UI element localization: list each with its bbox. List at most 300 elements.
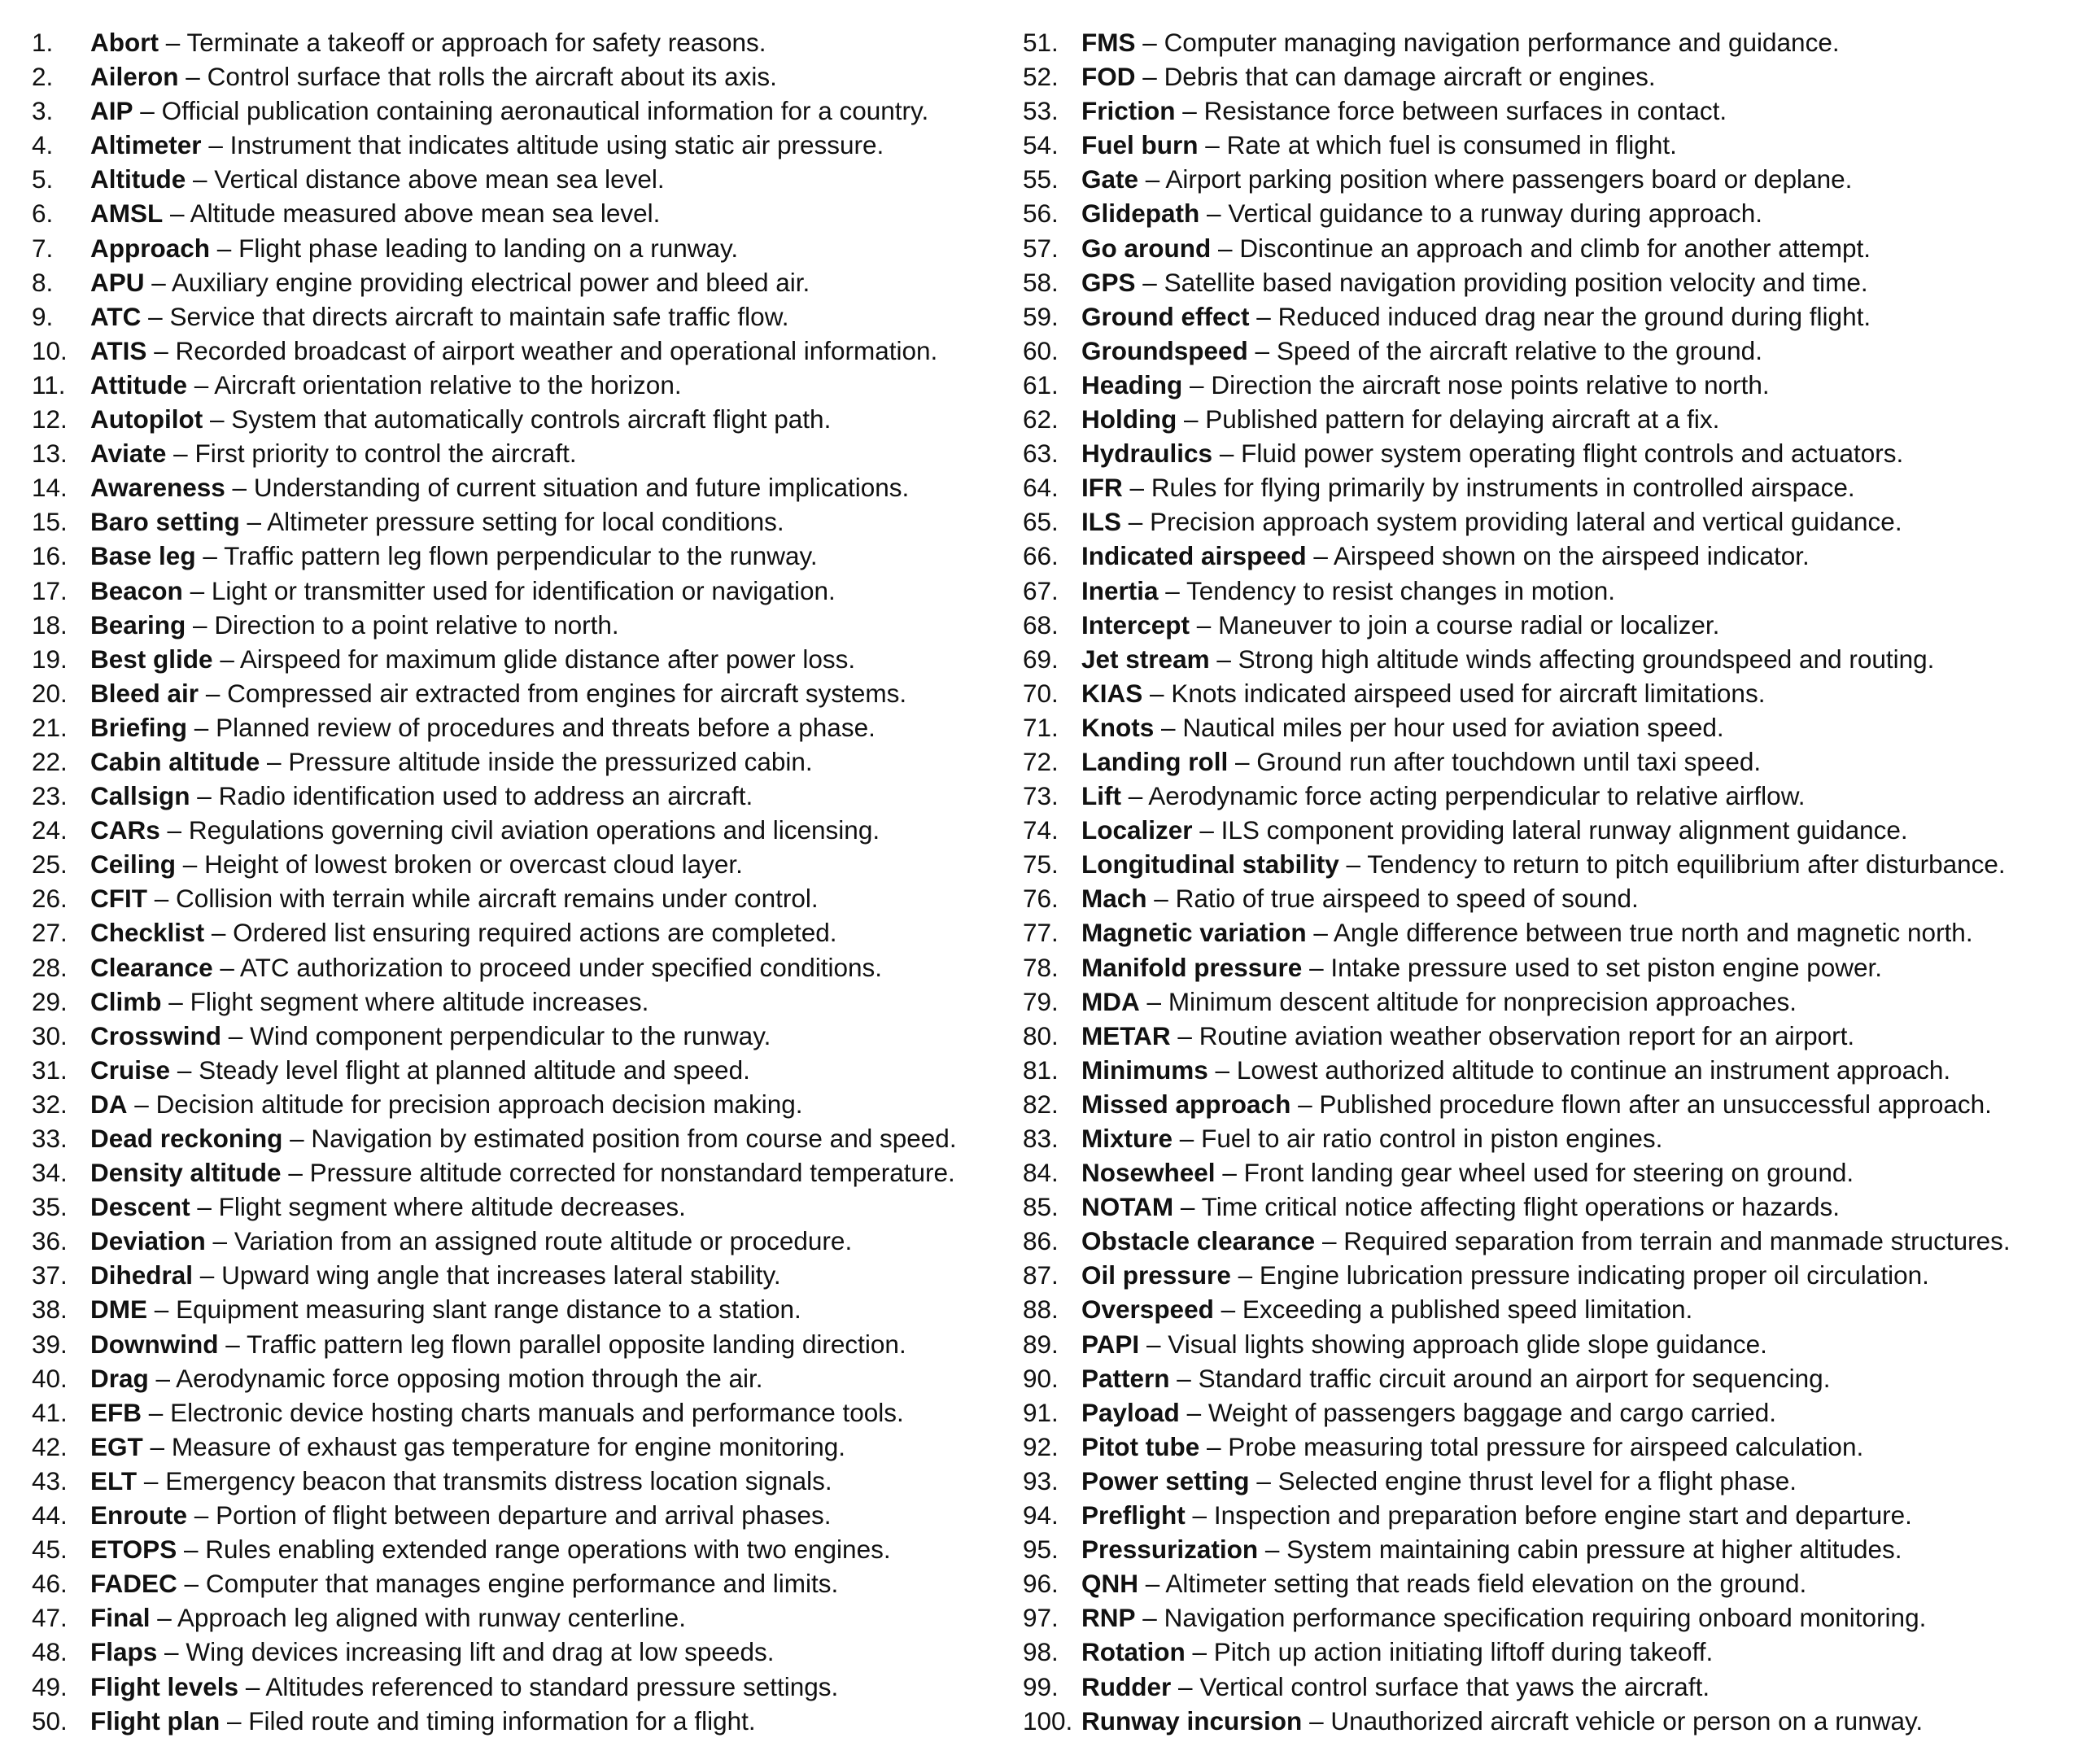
entry-number: 19. xyxy=(32,644,68,674)
entry-separator: – xyxy=(148,301,163,331)
entry-number: 70. xyxy=(1023,678,1059,708)
entry-definition: Angle difference between true north and magnetic north. xyxy=(1333,918,1973,948)
entry-number: 18. xyxy=(32,609,68,640)
entry-term: DME xyxy=(90,1295,147,1325)
entry-term: Pattern xyxy=(1081,1363,1170,1393)
entry-definition: Auxiliary engine providing electrical power and bleed air. xyxy=(171,267,810,297)
entry-definition: Vertical guidance to a runway during approach. xyxy=(1228,199,1762,229)
glossary-entry xyxy=(32,1053,1008,1087)
entry-separator: – xyxy=(148,1397,164,1427)
glossary-entry xyxy=(32,1566,1008,1600)
entry-separator: – xyxy=(157,1603,172,1633)
entry-term: FADEC xyxy=(90,1569,177,1599)
entry-definition: Time critical notice affecting flight operations or hazards. xyxy=(1201,1192,1841,1222)
entry-separator: – xyxy=(1256,301,1271,331)
entry-definition: Inspection and preparation before engine start and departure. xyxy=(1213,1500,1912,1530)
entry-number: 90. xyxy=(1023,1363,1059,1393)
entry-definition: Terminate a takeoff or approach for safety reasons. xyxy=(186,28,766,57)
entry-separator: – xyxy=(203,541,217,571)
entry-number: 45. xyxy=(32,1535,68,1565)
entry-definition: First priority to control the aircraft. xyxy=(194,439,577,469)
entry-number: 22. xyxy=(32,746,68,776)
entry-term: Density altitude xyxy=(90,1158,282,1188)
entry-separator: – xyxy=(197,1192,212,1222)
entry-definition: Regulations governing civil aviation operations and licensing. xyxy=(188,815,880,845)
glossary-entry xyxy=(32,642,1008,676)
entry-definition: Flight phase leading to landing on a runway. xyxy=(238,233,739,263)
entry-definition: Lowest authorized altitude to continue an instrument approach. xyxy=(1236,1054,1951,1085)
entry-number: 98. xyxy=(1023,1637,1059,1667)
entry-term: CFIT xyxy=(90,884,147,914)
entry-separator: – xyxy=(1142,62,1157,92)
entry-term: Intercept xyxy=(1081,609,1190,640)
entry-definition: Rules for flying primarily by instruments in controlled airspace. xyxy=(1151,473,1855,503)
glossary-entry xyxy=(1023,231,2081,265)
entry-separator: – xyxy=(247,507,262,537)
entry-definition: Airspeed for maximum glide distance after power loss. xyxy=(239,644,856,674)
entry-number: 72. xyxy=(1023,746,1059,776)
entry-term: Callsign xyxy=(90,781,190,811)
entry-term: Briefing xyxy=(90,712,188,742)
entry-separator: – xyxy=(177,1054,192,1085)
entry-number: 49. xyxy=(32,1671,68,1701)
entry-number: 9. xyxy=(32,301,54,331)
glossary-entry xyxy=(32,881,1008,915)
entry-number: 71. xyxy=(1023,712,1059,742)
entry-separator: – xyxy=(225,1329,240,1359)
entry-definition: Vertical distance above mean sea level. xyxy=(214,164,665,194)
entry-definition: Altimeter setting that reads field elevation on the ground. xyxy=(1165,1569,1807,1599)
entry-number: 35. xyxy=(32,1192,68,1222)
entry-number: 51. xyxy=(1023,28,1059,57)
entry-separator: – xyxy=(199,1260,215,1290)
entry-number: 67. xyxy=(1023,575,1059,605)
glossary-entry xyxy=(1023,1635,2081,1669)
glossary-entry xyxy=(32,299,1008,334)
entry-definition: Portion of flight between departure and arrival phases. xyxy=(216,1500,832,1530)
entry-definition: Emergency beacon that transmits distress location signals. xyxy=(165,1465,832,1495)
glossary-entry xyxy=(32,779,1008,813)
entry-term: Cruise xyxy=(90,1054,171,1085)
entry-separator: – xyxy=(1177,1363,1191,1393)
entry-term: Mach xyxy=(1081,884,1147,914)
entry-number: 88. xyxy=(1023,1295,1059,1325)
entry-definition: Planned review of procedures and threats before a phase. xyxy=(216,712,876,742)
entry-number: 5. xyxy=(32,164,54,194)
entry-definition: Direction to a point relative to north. xyxy=(214,609,619,640)
entry-number: 63. xyxy=(1023,439,1059,469)
entry-term: FMS xyxy=(1081,28,1136,57)
glossary-entry xyxy=(1023,779,2081,813)
entry-separator: – xyxy=(1219,439,1234,469)
glossary-entry xyxy=(1023,436,2081,470)
entry-number: 34. xyxy=(32,1158,68,1188)
entry-separator: – xyxy=(164,1637,179,1667)
entry-definition: Nautical miles per hour used for aviation speed. xyxy=(1182,712,1724,742)
entry-separator: – xyxy=(288,1158,303,1188)
entry-number: 58. xyxy=(1023,267,1059,297)
entry-number: 33. xyxy=(32,1124,68,1153)
entry-definition: Ordered list ensuring required actions are completed. xyxy=(233,918,837,948)
glossary-entry xyxy=(32,504,1008,539)
entry-term: Glidepath xyxy=(1081,199,1200,229)
entry-number: 46. xyxy=(32,1569,68,1599)
entry-definition: Intake pressure used to set piston engine power. xyxy=(1330,952,1883,982)
entry-term: Bearing xyxy=(90,609,186,640)
entry-definition: Airport parking position where passengers board or deplane. xyxy=(1165,164,1853,194)
entry-number: 65. xyxy=(1023,507,1059,537)
entry-term: Localizer xyxy=(1081,815,1193,845)
glossary-entry xyxy=(32,744,1008,779)
entry-definition: Minimum descent altitude for nonprecision approaches. xyxy=(1168,986,1797,1016)
entry-definition: Ratio of true airspeed to speed of sound. xyxy=(1175,884,1639,914)
entry-definition: Light or transmitter used for identification or navigation. xyxy=(211,575,836,605)
entry-definition: Probe measuring total pressure for airspeed calculation. xyxy=(1228,1431,1864,1461)
glossary-entry xyxy=(1023,574,2081,608)
entry-separator: – xyxy=(1313,918,1328,948)
glossary-entry xyxy=(32,1087,1008,1121)
entry-definition: Tendency to resist changes in motion. xyxy=(1186,575,1616,605)
entry-number: 74. xyxy=(1023,815,1059,845)
entry-separator: – xyxy=(1313,541,1328,571)
entry-term: Crosswind xyxy=(90,1020,222,1050)
glossary-entry xyxy=(1023,1155,2081,1190)
glossary-entry xyxy=(32,1395,1008,1430)
entry-definition: Debris that can damage aircraft or engines. xyxy=(1164,62,1656,92)
entry-number: 68. xyxy=(1023,609,1059,640)
glossary-entry xyxy=(32,847,1008,881)
glossary-entry xyxy=(1023,94,2081,128)
entry-separator: – xyxy=(1309,1705,1324,1736)
entry-number: 40. xyxy=(32,1363,68,1393)
entry-term: Mixture xyxy=(1081,1124,1173,1153)
entry-term: ATIS xyxy=(90,335,147,365)
entry-separator: – xyxy=(208,130,223,160)
entry-number: 89. xyxy=(1023,1329,1059,1359)
entry-definition: Tendency to return to pitch equilibrium after disturbance. xyxy=(1367,849,2006,880)
entry-term: Autopilot xyxy=(90,404,203,434)
glossary-entry xyxy=(32,1190,1008,1224)
entry-number: 30. xyxy=(32,1020,68,1050)
entry-number: 10. xyxy=(32,335,68,365)
entry-definition: Knots indicated airspeed used for aircraft limitations. xyxy=(1171,678,1766,708)
entry-definition: Flight segment where altitude increases. xyxy=(190,986,649,1016)
entry-definition: Altitudes referenced to standard pressure settings. xyxy=(265,1671,839,1701)
entry-term: Best glide xyxy=(90,644,213,674)
glossary-entry xyxy=(32,1498,1008,1532)
glossary-entry xyxy=(1023,1224,2081,1258)
entry-number: 93. xyxy=(1023,1465,1059,1495)
entry-term: Obstacle clearance xyxy=(1081,1226,1316,1256)
glossary-entry xyxy=(1023,334,2081,368)
entry-number: 29. xyxy=(32,986,68,1016)
glossary-entry xyxy=(32,59,1008,94)
entry-separator: – xyxy=(190,575,205,605)
entry-term: Indicated airspeed xyxy=(1081,541,1307,571)
entry-term: Oil pressure xyxy=(1081,1260,1231,1290)
entry-number: 55. xyxy=(1023,164,1059,194)
entry-separator: – xyxy=(1321,1226,1337,1256)
entry-separator: – xyxy=(1309,952,1324,982)
entry-definition: Wing devices increasing lift and drag at low speeds. xyxy=(186,1637,775,1667)
entry-number: 64. xyxy=(1023,473,1059,503)
entry-term: Heading xyxy=(1081,369,1183,400)
entry-term: Awareness xyxy=(90,473,225,503)
entry-definition: Vertical control surface that yaws the aircraft. xyxy=(1199,1671,1710,1701)
entry-term: Ground effect xyxy=(1081,301,1250,331)
entry-number: 60. xyxy=(1023,335,1059,365)
entry-separator: – xyxy=(193,164,207,194)
entry-term: QNH xyxy=(1081,1569,1138,1599)
entry-definition: Exceeding a published speed limitation. xyxy=(1242,1295,1693,1325)
entry-number: 87. xyxy=(1023,1260,1059,1290)
entry-term: Enroute xyxy=(90,1500,188,1530)
entry-separator: – xyxy=(1165,575,1180,605)
entry-definition: System that automatically controls aircraft flight path. xyxy=(231,404,832,434)
glossary-entry xyxy=(1023,1361,2081,1395)
entry-term: Abort xyxy=(90,28,159,57)
entry-separator: – xyxy=(143,1465,159,1495)
glossary-entry xyxy=(1023,1704,2081,1738)
entry-term: GPS xyxy=(1081,267,1136,297)
entry-separator: – xyxy=(1180,1192,1195,1222)
glossary-entry xyxy=(1023,1121,2081,1155)
entry-separator: – xyxy=(1128,781,1143,811)
glossary-entry xyxy=(32,1224,1008,1258)
entry-term: Descent xyxy=(90,1192,190,1222)
entry-number: 27. xyxy=(32,918,68,948)
glossary-entry xyxy=(1023,813,2081,847)
entry-definition: Unauthorized aircraft vehicle or person on a runway. xyxy=(1330,1705,1924,1736)
entry-separator: – xyxy=(227,1705,242,1736)
entry-term: Rotation xyxy=(1081,1637,1186,1667)
entry-separator: – xyxy=(1183,404,1199,434)
entry-number: 31. xyxy=(32,1054,68,1085)
glossary-entry xyxy=(32,196,1008,230)
entry-term: IFR xyxy=(1081,473,1123,503)
glossary-column-right xyxy=(1023,25,2081,1738)
entry-definition: Altitude measured above mean sea level. xyxy=(190,199,661,229)
entry-term: Power setting xyxy=(1081,1465,1250,1495)
entry-number: 69. xyxy=(1023,644,1059,674)
entry-separator: – xyxy=(154,335,168,365)
glossary-entry xyxy=(1023,1670,2081,1704)
entry-definition: Navigation by estimated position from course and speed. xyxy=(311,1124,957,1153)
glossary-entry xyxy=(32,1532,1008,1566)
entry-separator: – xyxy=(1207,1431,1221,1461)
entry-separator: – xyxy=(1238,1260,1253,1290)
entry-separator: – xyxy=(212,1226,228,1256)
entry-term: Flight plan xyxy=(90,1705,221,1736)
entry-separator: – xyxy=(1182,96,1197,126)
entry-number: 86. xyxy=(1023,1226,1059,1256)
glossary-entry xyxy=(1023,1190,2081,1224)
entry-number: 20. xyxy=(32,678,68,708)
glossary-entry xyxy=(32,265,1008,299)
entry-term: ETOPS xyxy=(90,1535,177,1565)
entry-separator: – xyxy=(1235,746,1250,776)
entry-term: METAR xyxy=(1081,1020,1171,1050)
entry-term: Attitude xyxy=(90,369,187,400)
entry-separator: – xyxy=(1178,1671,1193,1701)
entry-separator: – xyxy=(1154,884,1168,914)
entry-definition: Visual lights showing approach glide slope guidance. xyxy=(1168,1329,1767,1359)
entry-definition: Traffic pattern leg flown perpendicular to the runway. xyxy=(224,541,818,571)
entry-term: AMSL xyxy=(90,199,164,229)
glossary-entry xyxy=(32,1258,1008,1292)
entry-separator: – xyxy=(1192,1637,1207,1667)
glossary-entry xyxy=(1023,1498,2081,1532)
entry-definition: Approach leg aligned with runway centerline. xyxy=(177,1603,686,1633)
entry-definition: Official publication containing aeronautical information for a country. xyxy=(161,96,929,126)
entry-separator: – xyxy=(1145,164,1160,194)
glossary-entry xyxy=(1023,847,2081,881)
glossary-entry xyxy=(1023,539,2081,573)
entry-definition: Electronic device hosting charts manuals and performance tools. xyxy=(170,1397,904,1427)
entry-separator: – xyxy=(150,1431,165,1461)
entry-term: Climb xyxy=(90,986,162,1016)
entry-number: 95. xyxy=(1023,1535,1059,1565)
entry-number: 8. xyxy=(32,267,54,297)
entry-definition: Published pattern for delaying aircraft at a fix. xyxy=(1205,404,1720,434)
entry-definition: Aerodynamic force opposing motion through the air. xyxy=(176,1363,763,1393)
entry-term: Aileron xyxy=(90,62,179,92)
glossary-entry xyxy=(32,470,1008,504)
glossary-entry xyxy=(1023,265,2081,299)
glossary-entry xyxy=(1023,402,2081,436)
entry-separator: – xyxy=(220,952,234,982)
entry-term: Dead reckoning xyxy=(90,1124,283,1153)
entry-definition: Routine aviation weather observation report for an airport. xyxy=(1199,1020,1855,1050)
entry-term: Deviation xyxy=(90,1226,206,1256)
entry-definition: Altimeter pressure setting for local conditions. xyxy=(267,507,784,537)
entry-definition: Ground run after touchdown until taxi speed. xyxy=(1256,746,1762,776)
entry-separator: – xyxy=(1179,1124,1194,1153)
entry-term: Altitude xyxy=(90,164,186,194)
entry-definition: Resistance force between surfaces in contact. xyxy=(1203,96,1727,126)
entry-separator: – xyxy=(232,473,247,503)
entry-separator: – xyxy=(211,918,226,948)
entry-separator: – xyxy=(228,1020,243,1050)
entry-definition: Standard traffic circuit around an airport for sequencing. xyxy=(1198,1363,1831,1393)
entry-number: 6. xyxy=(32,199,54,229)
glossary-entry xyxy=(32,539,1008,573)
entry-separator: – xyxy=(140,96,155,126)
entry-separator: – xyxy=(173,439,188,469)
entry-separator: – xyxy=(1146,986,1162,1016)
entry-separator: – xyxy=(1196,609,1212,640)
entry-number: 73. xyxy=(1023,781,1059,811)
entry-term: EGT xyxy=(90,1431,143,1461)
glossary-entry xyxy=(1023,470,2081,504)
entry-separator: – xyxy=(1177,1020,1192,1050)
entry-term: Inertia xyxy=(1081,575,1159,605)
entry-term: Checklist xyxy=(90,918,205,948)
entry-term: Baro setting xyxy=(90,507,240,537)
glossary-entry xyxy=(32,1430,1008,1464)
entry-number: 25. xyxy=(32,849,68,880)
entry-term: AIP xyxy=(90,96,133,126)
entry-separator: – xyxy=(165,28,181,57)
entry-number: 100. xyxy=(1023,1705,1073,1736)
entry-number: 94. xyxy=(1023,1500,1059,1530)
entry-number: 61. xyxy=(1023,369,1059,400)
entry-definition: Front landing gear wheel used for steering on ground. xyxy=(1243,1158,1854,1188)
entry-number: 53. xyxy=(1023,96,1059,126)
entry-term: Rudder xyxy=(1081,1671,1172,1701)
entry-term: Friction xyxy=(1081,96,1176,126)
entry-separator: – xyxy=(1207,199,1221,229)
glossary-entry xyxy=(1023,25,2081,59)
entry-definition: Fluid power system operating flight controls and actuators. xyxy=(1241,439,1904,469)
entry-separator: – xyxy=(1142,267,1157,297)
entry-number: 32. xyxy=(32,1089,68,1119)
glossary-entry xyxy=(32,608,1008,642)
entry-definition: Direction the aircraft nose points relative to north. xyxy=(1211,369,1770,400)
entry-term: Altimeter xyxy=(90,130,202,160)
glossary-entry xyxy=(1023,1292,2081,1326)
entry-number: 91. xyxy=(1023,1397,1059,1427)
glossary-entry xyxy=(32,985,1008,1019)
entry-separator: – xyxy=(168,986,183,1016)
entry-term: DA xyxy=(90,1089,128,1119)
entry-number: 48. xyxy=(32,1637,68,1667)
glossary-entry xyxy=(32,1361,1008,1395)
entry-number: 75. xyxy=(1023,849,1059,880)
glossary-entry xyxy=(32,1155,1008,1190)
entry-term: Overspeed xyxy=(1081,1295,1214,1325)
entry-term: Beacon xyxy=(90,575,183,605)
glossary-entry xyxy=(1023,950,2081,985)
glossary-entry xyxy=(1023,504,2081,539)
glossary-entry xyxy=(32,1704,1008,1738)
entry-term: Holding xyxy=(1081,404,1177,434)
entry-term: Groundspeed xyxy=(1081,335,1248,365)
entry-number: 59. xyxy=(1023,301,1059,331)
entry-term: Gate xyxy=(1081,164,1139,194)
entry-separator: – xyxy=(290,1124,304,1153)
entry-separator: – xyxy=(1205,130,1220,160)
entry-definition: Satellite based navigation providing position velocity and time. xyxy=(1164,267,1868,297)
entry-definition: Pressure altitude corrected for nonstandard temperature. xyxy=(309,1158,955,1188)
glossary-entry xyxy=(1023,642,2081,676)
entry-definition: Navigation performance specification requiring onboard monitoring. xyxy=(1164,1603,1927,1633)
glossary-entry xyxy=(32,1121,1008,1155)
entry-definition: Height of lowest broken or overcast cloud layer. xyxy=(204,849,743,880)
glossary-entry xyxy=(1023,1053,2081,1087)
entry-definition: Pitch up action initiating liftoff during takeoff. xyxy=(1213,1637,1714,1667)
entry-number: 28. xyxy=(32,952,68,982)
glossary-entry xyxy=(32,1600,1008,1635)
entry-separator: – xyxy=(1346,849,1361,880)
entry-term: Final xyxy=(90,1603,151,1633)
entry-separator: – xyxy=(182,849,198,880)
glossary-entry xyxy=(1023,59,2081,94)
entry-number: 37. xyxy=(32,1260,68,1290)
entry-number: 11. xyxy=(32,369,66,400)
entry-number: 39. xyxy=(32,1329,68,1359)
glossary-entry xyxy=(32,25,1008,59)
entry-separator: – xyxy=(216,233,232,263)
entry-number: 17. xyxy=(32,575,68,605)
entry-number: 92. xyxy=(1023,1431,1059,1461)
entry-separator: – xyxy=(1142,28,1157,57)
entry-number: 43. xyxy=(32,1465,68,1495)
entry-definition: Published procedure flown after an unsuccessful approach. xyxy=(1319,1089,1992,1119)
entry-definition: Wind component perpendicular to the runway. xyxy=(250,1020,771,1050)
entry-number: 47. xyxy=(32,1603,68,1633)
glossary-entry xyxy=(1023,676,2081,710)
